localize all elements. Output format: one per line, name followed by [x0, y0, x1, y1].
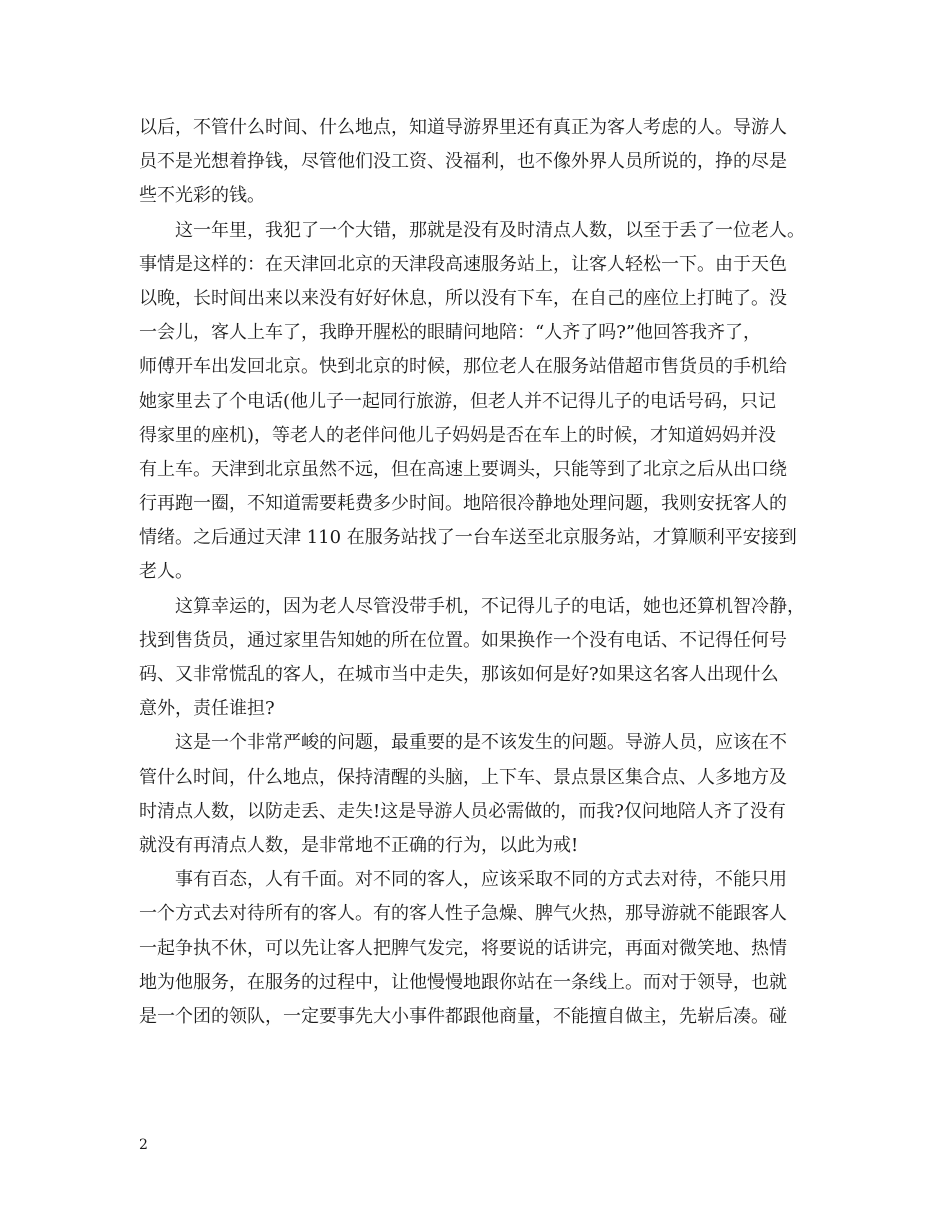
text-line: 时清点人数，以防走丢、走失!这是导游人员必需做的，而我?仅问地陪人齐了没有: [139, 800, 786, 822]
text-line: 找到售货员，通过家里告知她的所在位置。如果换作一个没有电话、不记得任何号: [139, 629, 787, 651]
text-line: 码、又非常慌乱的客人，在城市当中走失，那该如何是好?如果这名客人出现什么: [139, 664, 779, 685]
text-line: 她家里去了个电话(他儿子一起同行旅游，但老人并不记得儿子的电话号码，只记: [139, 390, 777, 412]
text-line: 就没有再清点人数，是非常地不正确的行为，以此为戒!: [139, 834, 579, 856]
text-line: 一起争执不休，可以先让客人把脾气发完，将要说的话讲完，再面对微笑地、热情: [139, 937, 787, 959]
text-line: 得家里的座机)，等老人的老伴问他儿子妈妈是否在车上的时候，才知道妈妈并没: [139, 424, 777, 446]
text-line: 有上车。天津到北京虽然不远，但在高速上要调头，只能等到了北京之后从出口绕: [139, 458, 787, 480]
text-line: 些不光彩的钱。: [139, 185, 265, 207]
text-line: 一个方式去对待所有的客人。有的客人性子急燥、脾气火热，那导游就不能跟客人: [139, 903, 787, 925]
text-line: 这是一个非常严峻的问题，最重要的是不该发生的问题。导游人员，应该在不: [139, 732, 787, 754]
text-line: 事情是这样的：在天津回北京的天津段高速服务站上，让客人轻松一下。由于天色: [139, 253, 787, 275]
text-line: 这算幸运的，因为老人尽管没带手机，不记得儿子的电话，她也还算机智冷静，: [139, 595, 805, 617]
text-line: 师傅开车出发回北京。快到北京的时候，那位老人在服务站借超市售货员的手机给: [139, 356, 787, 378]
text-line: 以后，不管什么时间、什么地点，知道导游界里还有真正为客人考虑的人。导游人: [139, 117, 787, 138]
body-text: [139, 111, 819, 1034]
text-line: 员不是光想着挣钱，尽管他们没工资、没福利，也不像外界人员所说的，挣的尽是: [139, 151, 787, 173]
text-line: 管什么时间，什么地点，保持清醒的头脑，上下车、景点景区集合点、人多地方及: [139, 766, 787, 788]
text-line: 行再跑一圈，不知道需要耗费多少时间。地陪很冷静地处理问题，我则安抚客人的: [139, 493, 787, 515]
text-line: 以晚，长时间出来以来没有好好休息，所以没有下车，在自己的座位上打盹了。没: [139, 287, 787, 309]
text-line: 情绪。之后通过天津 110 在服务站找了一台车送至北京服务站，才算顺利平安接到: [139, 527, 797, 549]
text-line: 一会儿，客人上车了，我睁开腥松的眼睛问地陪：“人齐了吗?”他回答我齐了，: [139, 322, 762, 344]
text-line: 是一个团的领队，一定要事先大小事件都跟他商量，不能擅自做主，先崭后凑。碰: [139, 1005, 787, 1027]
text-line: 地为他服务，在服务的过程中，让他慢慢地跟你站在一条线上。而对于领导，也就: [139, 971, 787, 993]
text-line: 事有百态，人有千面。对不同的客人，应该采取不同的方式去对待，不能只用: [139, 869, 787, 891]
text-line: 这一年里，我犯了一个大错，那就是没有及时清点人数，以至于丢了一位老人。: [139, 219, 805, 241]
text-line: 意外，责任谁担?: [139, 698, 275, 720]
text-line: 老人。: [139, 561, 193, 583]
page-number: 2: [139, 1137, 148, 1153]
